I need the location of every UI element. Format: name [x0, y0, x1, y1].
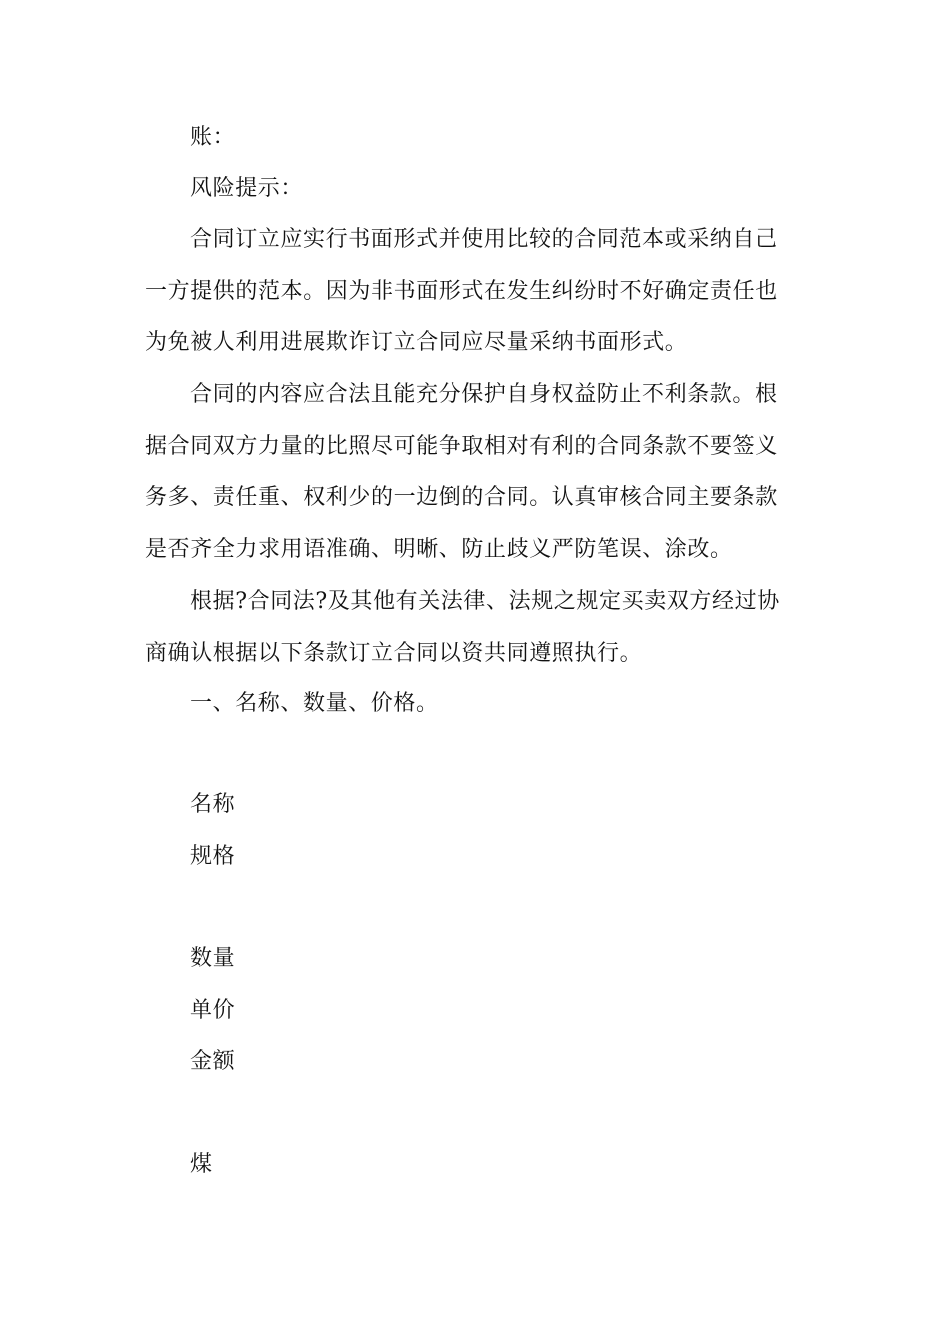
- column-label-spec: 规格: [190, 844, 236, 869]
- risk-paragraph-2: 合同的内容应合法且能充分保护自身权益防止不利条款。根据合同双方力量的比照尽可能争取相对有利的合同条款不要签义务多、责任重、权利少的一边倒的合同。认真审核合同主要条款是否齐全力求用语准确、明晰、防止歧义严防笔误、涂改。: [145, 382, 778, 562]
- column-label-quantity: 数量: [190, 946, 236, 971]
- section-heading-1: 一、名称、数量、价格。: [190, 691, 439, 716]
- risk-heading: 风险提示：: [190, 176, 304, 201]
- column-label-amount: 金额: [190, 1049, 236, 1074]
- risk-paragraph-1: 合同订立应实行书面形式并使用比较的合同范本或采纳自己一方提供的范本。因为非书面形式在发生纠纷时不好确定责任也为免被人利用进展欺诈订立合同应尽量采纳书面形式。: [145, 227, 778, 355]
- column-label-unit-price: 单价: [190, 998, 236, 1023]
- basis-paragraph: 根据?合同法?及其他有关法律、法规之规定买卖双方经过协商确认根据以下条款订立合同以资共同遵照执行。: [145, 589, 780, 666]
- paragraph-account: 账：: [190, 125, 236, 150]
- item-coal: 煤: [190, 1152, 213, 1177]
- column-label-name: 名称: [190, 792, 236, 817]
